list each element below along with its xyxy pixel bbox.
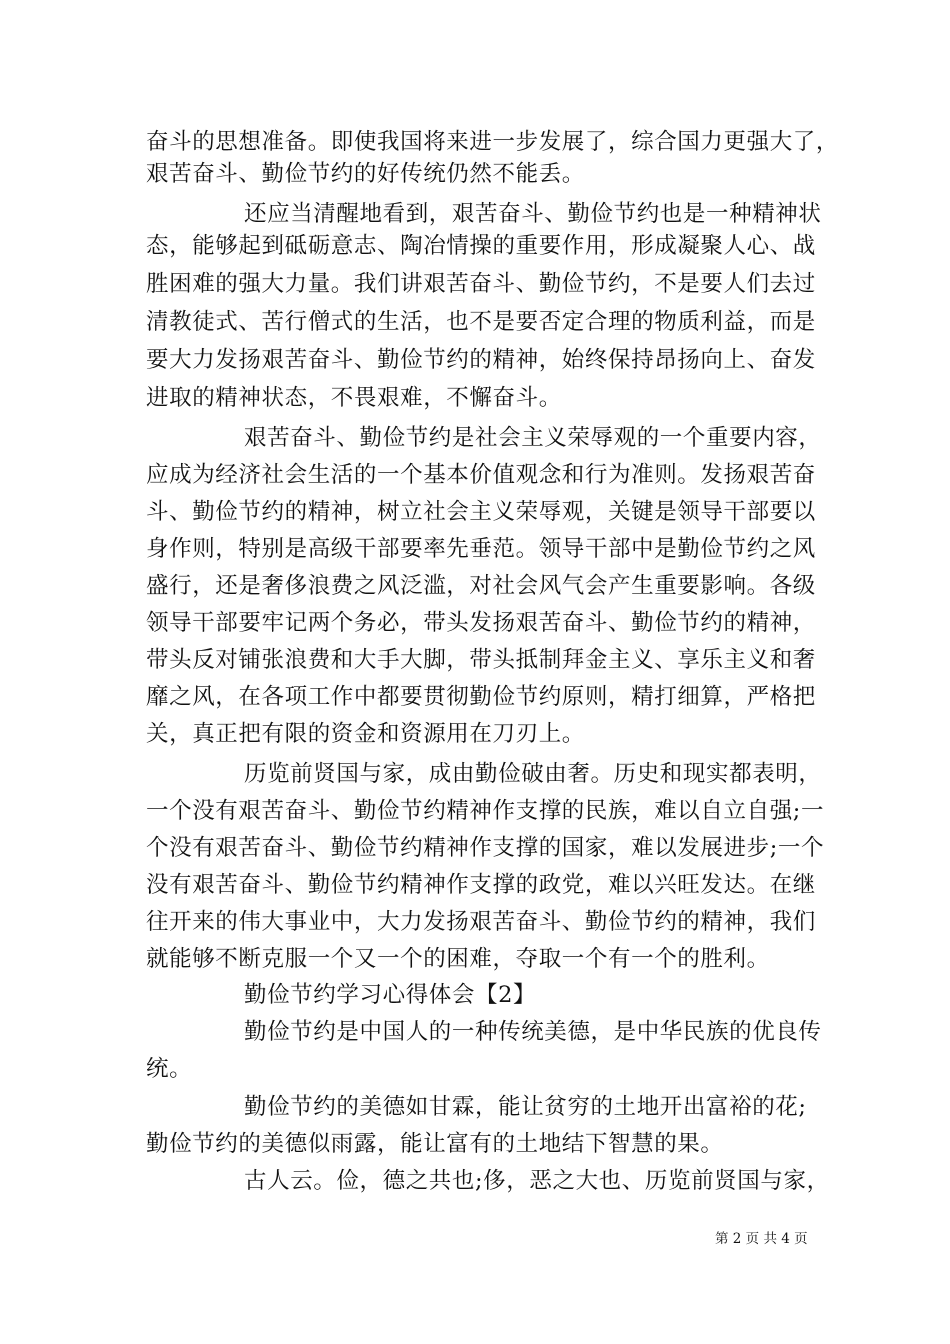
paragraph-first-line: 勤俭节约的美德如甘霖，能让贫穷的土地开出富裕的花; [244,1094,807,1120]
text-line: 态，能够起到砥砺意志、陶冶情操的重要作用，形成凝聚人心、战 [146,233,816,259]
paragraph-first-line: 艰苦奋斗、勤俭节约是社会主义荣辱观的一个重要内容， [244,425,822,451]
text-line: 统。 [146,1056,193,1082]
text-line: 靡之风，在各项工作中都要贯彻勤俭节约原则，精打细算，严格把 [146,684,816,710]
text-line: 没有艰苦奋斗、勤俭节约精神作支撑的政党，难以兴旺发达。在继 [146,872,816,898]
paragraph-first-line: 古人云。俭，德之共也;侈，恶之大也、历览前贤国与家， [244,1168,830,1194]
section-heading: 勤俭节约学习心得体会【2】 [244,982,537,1008]
text-line: 一个没有艰苦奋斗、勤俭节约精神作支撑的民族，难以自立自强;一 [146,798,825,824]
text-line: 就能够不断克服一个又一个的困难，夺取一个有一个的胜利。 [146,946,770,972]
text-line: 应成为经济社会生活的一个基本价值观念和行为准则。发扬艰苦奋 [146,462,816,488]
paragraph-first-line: 还应当清醒地看到，艰苦奋斗、勤俭节约也是一种精神状 [244,201,822,227]
text-line: 要大力发扬艰苦奋斗、勤俭节约的精神，始终保持昂扬向上、奋发 [146,347,816,373]
text-line: 艰苦奋斗、勤俭节约的好传统仍然不能丢。 [146,161,585,187]
text-line: 关，真正把有限的资金和资源用在刀刃上。 [146,721,585,747]
text-line: 斗、勤俭节约的精神，树立社会主义荣辱观，关键是领导干部要以 [146,499,816,525]
text-line: 勤俭节约的美德似雨露，能让富有的土地结下智慧的果。 [146,1131,724,1157]
text-line: 身作则，特别是高级干部要率先垂范。领导干部中是勤俭节约之风 [146,536,816,562]
text-line: 盛行，还是奢侈浪费之风泛滥，对社会风气会产生重要影响。各级 [146,573,816,599]
paragraph-first-line: 历览前贤国与家，成由勤俭破由奢。历史和现实都表明， [244,761,822,787]
text-line: 进取的精神状态，不畏艰难，不懈奋斗。 [146,385,562,411]
text-line: 领导干部要牢记两个务必，带头发扬艰苦奋斗、勤俭节约的精神， [146,610,816,636]
text-line: 胜困难的强大力量。我们讲艰苦奋斗、勤俭节约，不是要人们去过 [146,271,816,297]
text-line: 带头反对铺张浪费和大手大脚，带头抵制拜金主义、享乐主义和奢 [146,647,816,673]
text-line: 奋斗的思想准备。即使我国将来进一步发展了，综合国力更强大了， [146,129,840,155]
text-line: 个没有艰苦奋斗、勤俭节约精神作支撑的国家，难以发展进步;一个 [146,835,825,861]
text-line: 清教徒式、苦行僧式的生活，也不是要否定合理的物质利益，而是 [146,309,816,335]
text-line: 往开来的伟大事业中，大力发扬艰苦奋斗、勤俭节约的精神，我们 [146,909,816,935]
page-number: 第 2 页 共 4 页 [715,1231,808,1247]
paragraph-first-line: 勤俭节约是中国人的一种传统美德，是中华民族的优良传 [244,1019,822,1045]
